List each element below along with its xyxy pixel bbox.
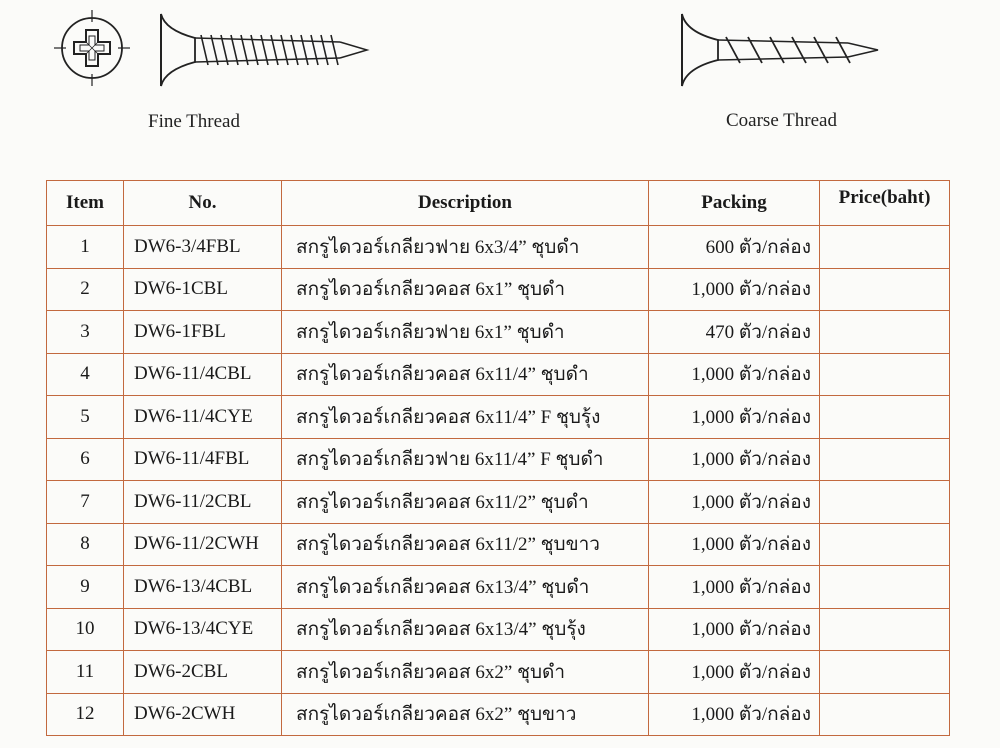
coarse-thread-screw-icon bbox=[678, 10, 888, 90]
cell-item: 1 bbox=[47, 226, 124, 269]
table-row bbox=[47, 566, 950, 609]
cell-description: สกรูไดวอร์เกลียวคอส 6x11/4” ชุบดำ bbox=[282, 353, 649, 396]
header-price: Price(baht) bbox=[820, 181, 950, 226]
cell-no: DW6-11/4FBL bbox=[124, 438, 282, 481]
cell-item: 3 bbox=[47, 311, 124, 354]
table-row bbox=[47, 693, 950, 736]
cell-item: 6 bbox=[47, 438, 124, 481]
header-item: Item bbox=[47, 181, 124, 226]
cell-price bbox=[820, 566, 950, 609]
cell-item: 5 bbox=[47, 396, 124, 439]
table-row bbox=[47, 353, 950, 396]
cell-no: DW6-2CBL bbox=[124, 651, 282, 694]
cell-packing: 1,000 ตัว/กล่อง bbox=[649, 523, 820, 566]
cell-item: 10 bbox=[47, 608, 124, 651]
cell-price bbox=[820, 693, 950, 736]
cell-description: สกรูไดวอร์เกลียวฟาย 6x1” ชุบดำ bbox=[282, 311, 649, 354]
cell-no: DW6-11/4CBL bbox=[124, 353, 282, 396]
cell-item: 2 bbox=[47, 268, 124, 311]
cell-description: สกรูไดวอร์เกลียวคอส 6x2” ชุบดำ bbox=[282, 651, 649, 694]
cell-no: DW6-2CWH bbox=[124, 693, 282, 736]
cell-packing: 1,000 ตัว/กล่อง bbox=[649, 608, 820, 651]
cell-price bbox=[820, 226, 950, 269]
cell-description: สกรูไดวอร์เกลียวคอส 6x11/4” F ชุบรุ้ง bbox=[282, 396, 649, 439]
fine-thread-caption: Fine Thread bbox=[148, 111, 240, 132]
cell-packing: 1,000 ตัว/กล่อง bbox=[649, 268, 820, 311]
table-body bbox=[47, 226, 950, 736]
header-packing: Packing bbox=[649, 181, 820, 226]
cell-description: สกรูไดวอร์เกลียวคอส 6x13/4” ชุบรุ้ง bbox=[282, 608, 649, 651]
cell-description: สกรูไดวอร์เกลียวคอส 6x2” ชุบขาว bbox=[282, 693, 649, 736]
price-table bbox=[46, 180, 950, 736]
cell-description: สกรูไดวอร์เกลียวคอส 6x11/2” ชุบดำ bbox=[282, 481, 649, 524]
table-row bbox=[47, 481, 950, 524]
table-row bbox=[47, 438, 950, 481]
cell-item: 11 bbox=[47, 651, 124, 694]
table-row bbox=[47, 226, 950, 269]
cell-description: สกรูไดวอร์เกลียวคอส 6x1” ชุบดำ bbox=[282, 268, 649, 311]
cell-packing: 1,000 ตัว/กล่อง bbox=[649, 566, 820, 609]
cell-item: 12 bbox=[47, 693, 124, 736]
cell-no: DW6-11/2CWH bbox=[124, 523, 282, 566]
cell-price bbox=[820, 268, 950, 311]
table-row bbox=[47, 651, 950, 694]
cell-no: DW6-13/4CYE bbox=[124, 608, 282, 651]
table-row bbox=[47, 396, 950, 439]
cell-item: 7 bbox=[47, 481, 124, 524]
fine-thread-screw-icon bbox=[155, 10, 375, 90]
cell-price bbox=[820, 481, 950, 524]
cell-packing: 1,000 ตัว/กล่อง bbox=[649, 353, 820, 396]
cell-no: DW6-13/4CBL bbox=[124, 566, 282, 609]
table-row bbox=[47, 523, 950, 566]
cell-no: DW6-11/4CYE bbox=[124, 396, 282, 439]
cell-price bbox=[820, 608, 950, 651]
cell-description: สกรูไดวอร์เกลียวคอส 6x13/4” ชุบดำ bbox=[282, 566, 649, 609]
phillips-head-icon bbox=[52, 8, 132, 88]
cell-price bbox=[820, 523, 950, 566]
table-row bbox=[47, 311, 950, 354]
cell-description: สกรูไดวอร์เกลียวฟาย 6x11/4” F ชุบดำ bbox=[282, 438, 649, 481]
header-no: No. bbox=[124, 181, 282, 226]
coarse-thread-caption: Coarse Thread bbox=[726, 110, 837, 131]
cell-no: DW6-3/4FBL bbox=[124, 226, 282, 269]
cell-item: 8 bbox=[47, 523, 124, 566]
cell-packing: 1,000 ตัว/กล่อง bbox=[649, 438, 820, 481]
cell-no: DW6-11/2CBL bbox=[124, 481, 282, 524]
cell-item: 4 bbox=[47, 353, 124, 396]
cell-price bbox=[820, 651, 950, 694]
cell-packing: 1,000 ตัว/กล่อง bbox=[649, 693, 820, 736]
cell-packing: 470 ตัว/กล่อง bbox=[649, 311, 820, 354]
table-row bbox=[47, 268, 950, 311]
cell-price bbox=[820, 311, 950, 354]
cell-item: 9 bbox=[47, 566, 124, 609]
cell-packing: 1,000 ตัว/กล่อง bbox=[649, 651, 820, 694]
cell-price bbox=[820, 353, 950, 396]
cell-price bbox=[820, 438, 950, 481]
table-row bbox=[47, 608, 950, 651]
cell-description: สกรูไดวอร์เกลียวฟาย 6x3/4” ชุบดำ bbox=[282, 226, 649, 269]
cell-no: DW6-1CBL bbox=[124, 268, 282, 311]
cell-description: สกรูไดวอร์เกลียวคอส 6x11/2” ชุบขาว bbox=[282, 523, 649, 566]
table-header-row bbox=[47, 181, 950, 226]
header-description: Description bbox=[282, 181, 649, 226]
cell-packing: 600 ตัว/กล่อง bbox=[649, 226, 820, 269]
cell-price bbox=[820, 396, 950, 439]
cell-packing: 1,000 ตัว/กล่อง bbox=[649, 396, 820, 439]
cell-packing: 1,000 ตัว/กล่อง bbox=[649, 481, 820, 524]
cell-no: DW6-1FBL bbox=[124, 311, 282, 354]
